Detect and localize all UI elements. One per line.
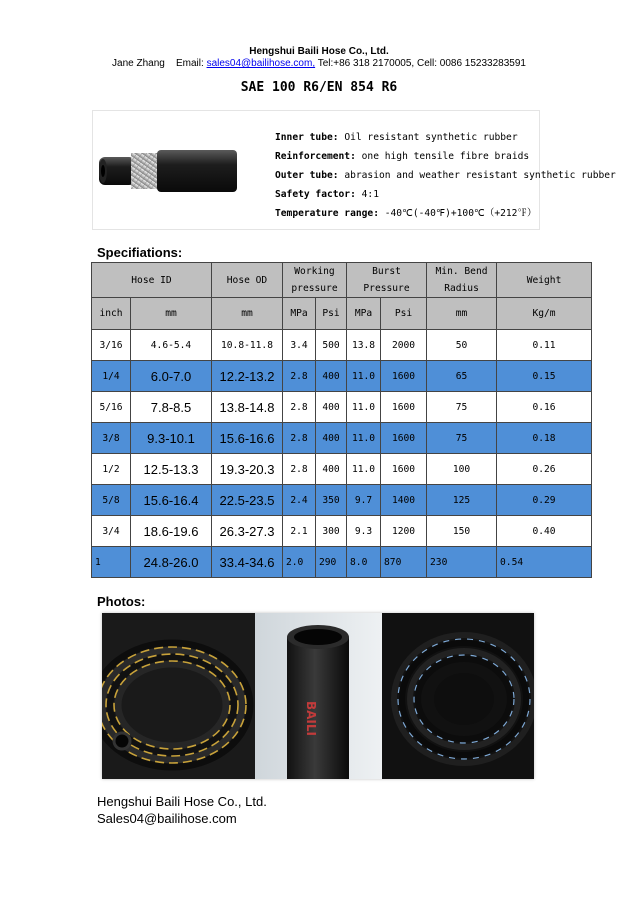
table-cell: 400 [316, 454, 347, 485]
email-label: Email: [175, 58, 204, 69]
unit-header: Psi [316, 298, 347, 330]
unit-header: Kg/m [497, 298, 592, 330]
table-cell: 2.8 [283, 454, 316, 485]
table-cell: 2.1 [283, 516, 316, 547]
table-cell: 1600 [381, 361, 427, 392]
table-cell: 2.0 [283, 547, 316, 578]
properties-list [275, 128, 616, 223]
table-cell: 75 [427, 423, 497, 454]
table-cell: 2000 [381, 330, 427, 361]
table-cell: 1400 [381, 485, 427, 516]
table-cell: 2.8 [283, 392, 316, 423]
table-cell: 75 [427, 392, 497, 423]
unit-header: Psi [381, 298, 427, 330]
table-cell: 1/2 [92, 454, 131, 485]
table-cell: 19.3-20.3 [212, 454, 283, 485]
table-cell: 6.0-7.0 [131, 361, 212, 392]
table-cell: 50 [427, 330, 497, 361]
table-cell: 400 [316, 423, 347, 454]
table-cell: 33.4-34.6 [212, 547, 283, 578]
property-outer-tube: Outer tube: abrasion and weather resistant synthetic rubber [275, 170, 616, 181]
specifications-heading: Specifiations: [97, 245, 183, 260]
table-cell: 18.6-19.6 [131, 516, 212, 547]
photo-strip [102, 613, 534, 779]
table-cell: 0.54 [497, 547, 592, 578]
column-header: Hose ID [92, 263, 212, 298]
table-cell: 100 [427, 454, 497, 485]
hose-image [93, 139, 275, 199]
column-header: Min. Bend Radius [427, 263, 497, 298]
table-cell: 3/8 [92, 423, 131, 454]
table-cell: 1200 [381, 516, 427, 547]
table-cell: 230 [427, 547, 497, 578]
table-cell: 400 [316, 361, 347, 392]
unit-header: mm [427, 298, 497, 330]
table-cell: 13.8 [347, 330, 381, 361]
table-cell: 11.0 [347, 392, 381, 423]
table-cell: 26.3-27.3 [212, 516, 283, 547]
document-title: SAE 100 R6/EN 854 R6 [240, 80, 398, 95]
photo-hose-coils [102, 613, 255, 779]
table-cell: 11.0 [347, 454, 381, 485]
table-cell: 0.15 [497, 361, 592, 392]
table-row [92, 330, 592, 361]
table-header-row [92, 263, 592, 298]
column-header: Weight [497, 263, 592, 298]
table-cell: 1 [92, 547, 131, 578]
table-cell: 0.16 [497, 392, 592, 423]
property-temperature-range: Temperature range: -40℃(-40℉)+100℃（+212℉） [275, 208, 537, 219]
table-cell: 4.6-5.4 [131, 330, 212, 361]
table-cell: 1600 [381, 454, 427, 485]
table-row [92, 361, 592, 392]
unit-header: mm [131, 298, 212, 330]
unit-header: inch [92, 298, 131, 330]
table-cell: 300 [316, 516, 347, 547]
table-cell: 24.8-26.0 [131, 547, 212, 578]
table-cell: 500 [316, 330, 347, 361]
table-row [92, 392, 592, 423]
phone-numbers: Tel:+86 318 2170005, Cell: 0086 15233283591 [317, 58, 526, 69]
table-unit-row [92, 298, 592, 330]
table-row [92, 516, 592, 547]
column-header: Hose OD [212, 263, 283, 298]
table-cell: 8.0 [347, 547, 381, 578]
column-header: Burst Pressure [347, 263, 427, 298]
unit-header: MPa [283, 298, 316, 330]
product-info-box [92, 110, 616, 230]
table-cell: 5/16 [92, 392, 131, 423]
header-contact [0, 58, 638, 69]
footer-email: Sales04@bailihose.com [97, 811, 237, 826]
table-cell: 350 [316, 485, 347, 516]
specifications-table [91, 262, 592, 578]
table-cell: 400 [316, 392, 347, 423]
table-cell: 12.2-13.2 [212, 361, 283, 392]
email-link[interactable]: sales04@bailihose.com, [206, 58, 316, 69]
table-cell: 0.29 [497, 485, 592, 516]
table-cell: 125 [427, 485, 497, 516]
photo-hose-closeup [255, 613, 382, 779]
table-cell: 150 [427, 516, 497, 547]
table-cell: 0.18 [497, 423, 592, 454]
table-cell: 3/16 [92, 330, 131, 361]
table-cell: 0.11 [497, 330, 592, 361]
header-company: Hengshui Baili Hose Co., Ltd. [249, 46, 389, 57]
column-header: Working pressure [283, 263, 347, 298]
table-cell: 22.5-23.5 [212, 485, 283, 516]
table-cell: 65 [427, 361, 497, 392]
table-cell: 0.26 [497, 454, 592, 485]
table-cell: 15.6-16.4 [131, 485, 212, 516]
property-inner-tube: Inner tube: Oil resistant synthetic rubber [275, 132, 518, 143]
table-cell: 1/4 [92, 361, 131, 392]
photos-heading: Photos: [97, 594, 146, 609]
table-cell: 11.0 [347, 361, 381, 392]
table-cell: 3.4 [283, 330, 316, 361]
table-cell: 12.5-13.3 [131, 454, 212, 485]
table-cell: 1600 [381, 392, 427, 423]
table-cell: 290 [316, 547, 347, 578]
table-cell: 10.8-11.8 [212, 330, 283, 361]
table-row [92, 423, 592, 454]
table-cell: 13.8-14.8 [212, 392, 283, 423]
table-cell: 7.8-8.5 [131, 392, 212, 423]
table-cell: 9.3-10.1 [131, 423, 212, 454]
table-row [92, 485, 592, 516]
table-cell: 15.6-16.6 [212, 423, 283, 454]
table-cell: 2.8 [283, 423, 316, 454]
footer-company: Hengshui Baili Hose Co., Ltd. [97, 794, 267, 809]
unit-header: mm [212, 298, 283, 330]
table-cell: 9.3 [347, 516, 381, 547]
table-row [92, 454, 592, 485]
hose-print-text: BAILI [304, 701, 318, 737]
table-row [92, 547, 592, 578]
table-cell: 1600 [381, 423, 427, 454]
table-cell: 11.0 [347, 423, 381, 454]
property-safety-factor: Safety factor: 4:1 [275, 189, 379, 200]
table-cell: 870 [381, 547, 427, 578]
specifications-body [92, 263, 592, 578]
photo-hose-rolls [382, 613, 534, 779]
table-cell: 9.7 [347, 485, 381, 516]
table-cell: 2.4 [283, 485, 316, 516]
unit-header: MPa [347, 298, 381, 330]
table-cell: 5/8 [92, 485, 131, 516]
contact-person: Jane Zhang [112, 58, 165, 69]
table-cell: 0.40 [497, 516, 592, 547]
table-cell: 3/4 [92, 516, 131, 547]
table-cell: 2.8 [283, 361, 316, 392]
property-reinforcement: Reinforcement: one high tensile fibre braids [275, 151, 530, 162]
